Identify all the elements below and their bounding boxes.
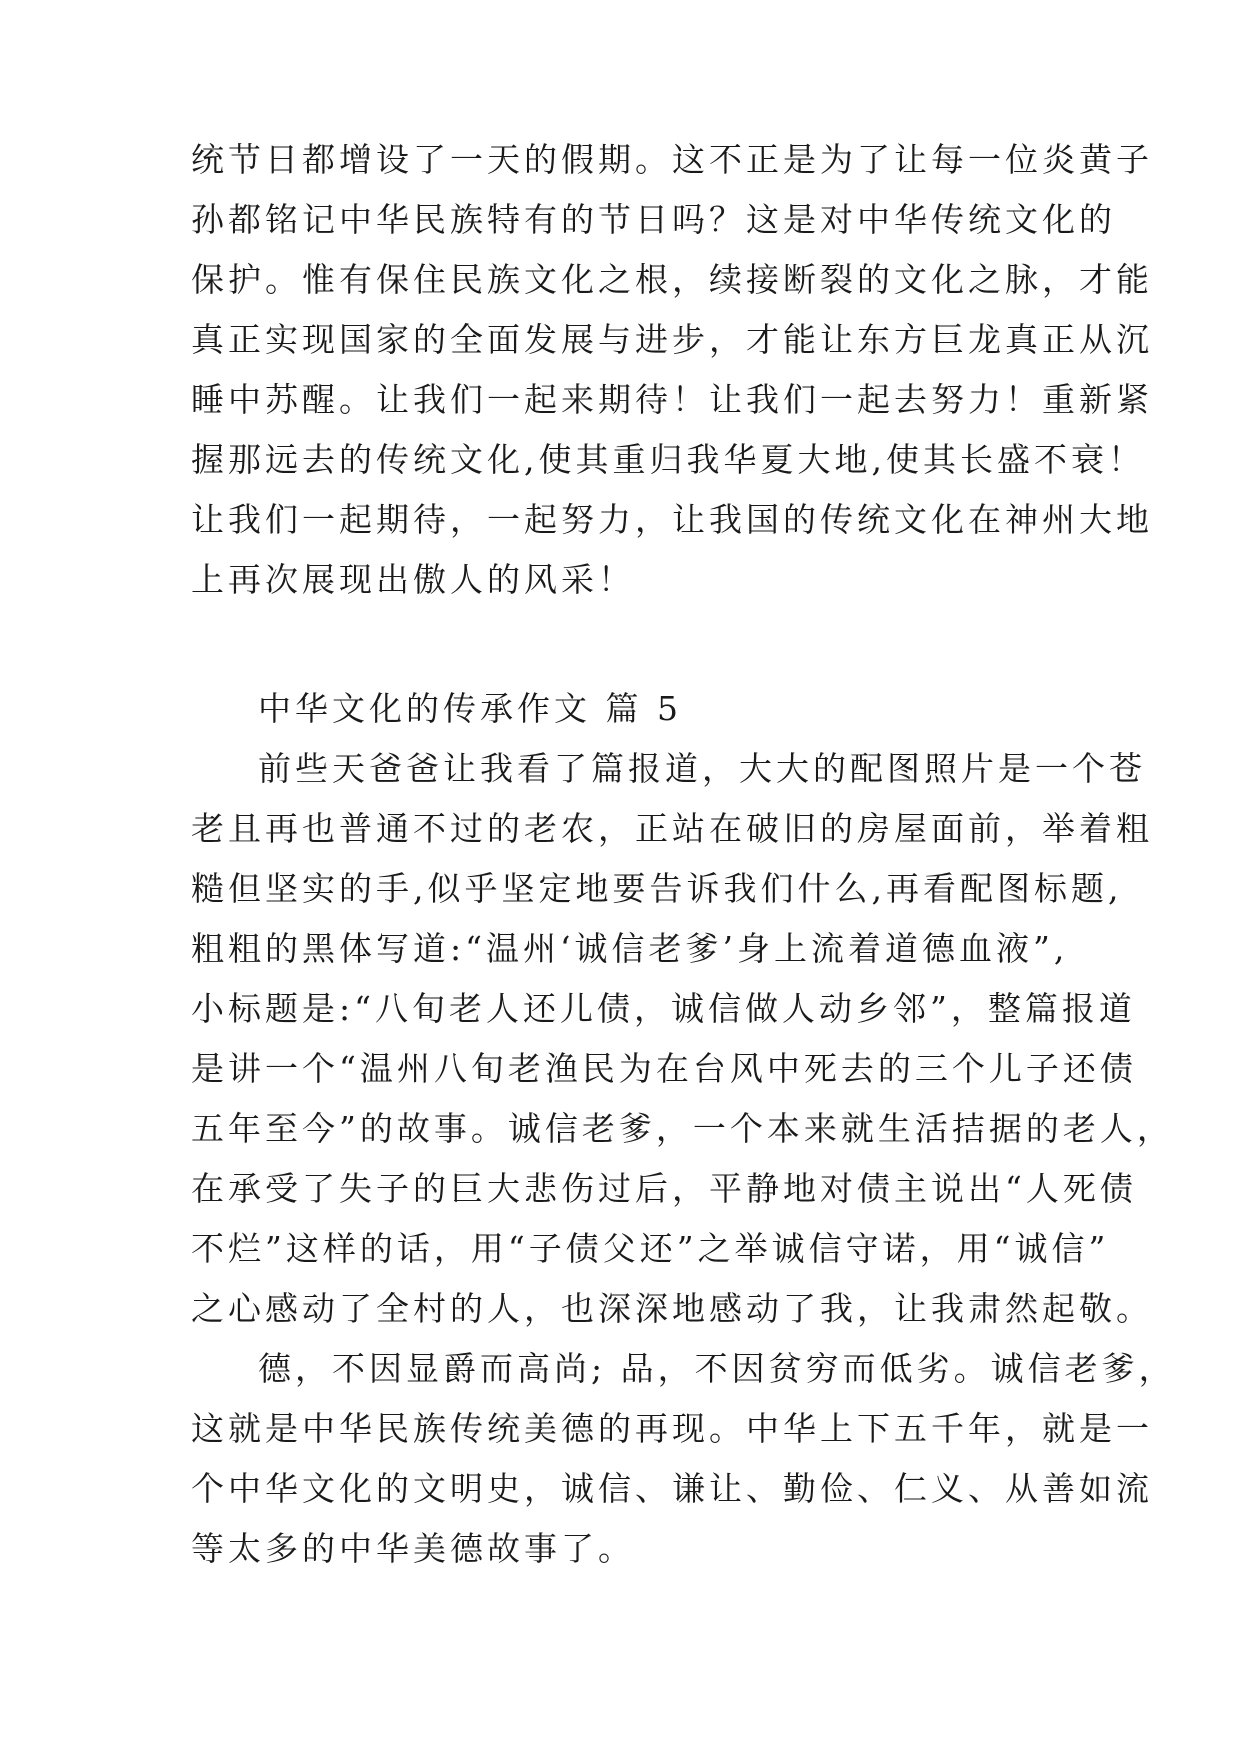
text-line: 五年至今”的故事。诚信老爹，一个本来就生活拮据的老人，	[191, 1109, 1174, 1148]
text-line: 糙但坚实的手,似乎坚定地要告诉我们什么,再看配图标题,	[191, 869, 1123, 908]
text-line: 让我们一起期待，一起努力，让我国的传统文化在神州大地	[191, 500, 1153, 539]
text-line: 孙都铭记中华民族特有的节日吗？这是对中华传统文化的	[191, 200, 1116, 239]
text-line: 前些天爸爸让我看了篇报道，大大的配图照片是一个苍	[258, 749, 1146, 788]
text-line: 握那远去的传统文化,使其重归我华夏大地,使其长盛不衰！	[191, 440, 1145, 479]
text-line: 粗粗的黑体写道:“温州‘诚信老爹’身上流着道德血液”,	[191, 929, 1069, 968]
text-line: 上再次展现出傲人的风采！	[191, 560, 635, 599]
text-line: 真正实现国家的全面发展与进步，才能让东方巨龙真正从沉	[191, 320, 1153, 359]
text-line: 等太多的中华美德故事了。	[191, 1529, 635, 1568]
text-line: 保护。惟有保住民族文化之根，续接断裂的文化之脉，才能	[191, 260, 1153, 299]
text-line: 睡中苏醒。让我们一起来期待！让我们一起去努力！重新紧	[191, 380, 1153, 419]
text-line: 统节日都增设了一天的假期。这不正是为了让每一位炎黄子	[191, 140, 1153, 179]
text-line: 之心感动了全村的人，也深深地感动了我，让我肃然起敬。	[191, 1289, 1153, 1328]
text-line: 不烂”这样的话，用“子债父还”之举诚信守诺，用“诚信”	[191, 1229, 1110, 1268]
text-line: 是讲一个“温州八旬老渔民为在台风中死去的三个儿子还债	[191, 1049, 1137, 1088]
text-line: 老且再也普通不过的老农，正站在破旧的房屋面前，举着粗	[191, 809, 1153, 848]
section-heading: 中华文化的传承作文 篇 5	[258, 689, 682, 728]
text-line: 小标题是:“八旬老人还儿债，诚信做人动乡邻”，整篇报道	[191, 989, 1136, 1028]
text-line: 德，不因显爵而高尚; 品，不因贫穷而低劣。诚信老爹，	[258, 1349, 1176, 1388]
text-line: 个中华文化的文明史，诚信、谦让、勤俭、仁义、从善如流	[191, 1469, 1153, 1508]
text-line: 这就是中华民族传统美德的再现。中华上下五千年，就是一	[191, 1409, 1153, 1448]
text-line: 在承受了失子的巨大悲伤过后，平静地对债主说出“人死债	[191, 1169, 1137, 1208]
